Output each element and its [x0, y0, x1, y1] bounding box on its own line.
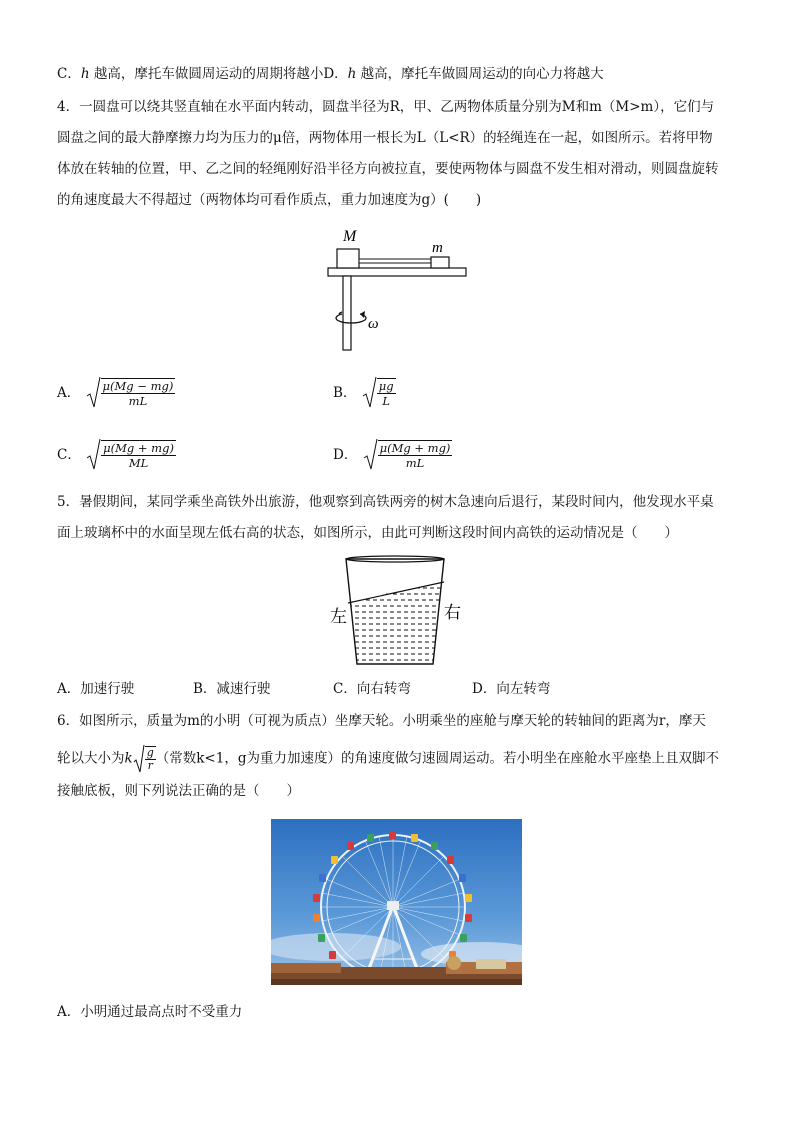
q4-text-line-2: 圆盘之间的最大静摩擦力均为压力的μ倍，两物体用一根长为L（L<R）的轻绳连在一起，如图所示。若将甲物 — [57, 130, 713, 146]
q4-option-d — [333, 438, 452, 472]
sqrt-symbol-icon — [133, 744, 145, 774]
q3-option-d-text: 越高，摩托车做圆周运动的向心力将越大 — [356, 66, 604, 82]
ferris-wheel-photo — [271, 819, 522, 985]
q4-option-c-label: C． — [57, 447, 81, 463]
q4-option-c-fraction: $\frac{\mu(Mg + mg)}{ML}$ — [103, 441, 174, 470]
q4-option-a-label: A． — [57, 385, 81, 401]
q4-option-b-fraction: $\frac{\mu g}{L}$ — [378, 379, 394, 408]
q3-option-cd-row — [57, 64, 604, 84]
q4-text-line-3: 体放在转轴的位置，甲、乙之间的轻绳刚好沿半径方向被拉直，要使两物体与圆盘不发生相对滑动，则圆盘旋转 — [57, 161, 719, 177]
q5-figure-label-right: 右 — [444, 603, 461, 623]
q4-option-c — [57, 438, 176, 472]
q5-option-b: B．减速行驶 — [193, 681, 271, 697]
q4-option-b-label: B． — [333, 385, 357, 401]
q6-constant-k: k — [124, 750, 133, 767]
q4-text-line-1: 4．一圆盘可以绕其竖直轴在水平面内转动，圆盘半径为R，甲、乙两物体质量分别为M和m（M>m），它们与 — [57, 99, 715, 115]
q5-text-line-1: 5．暑假期间，某同学乘坐高铁外出旅游，他观察到高铁两旁的树木急速向后退行，某段时间内，他发现水平桌 — [57, 494, 714, 510]
q5-option-d: D．向左转弯 — [472, 681, 551, 697]
q5-text-line-2: 面上玻璃杯中的水面呈现左低右高的状态，如图所示，由此可判断这段时间内高铁的运动情况是（ ） — [57, 525, 678, 541]
q4-text-line-4: 的角速度最大不得超过（两物体均可看作质点，重力加速度为g）( ) — [57, 192, 482, 208]
q5-option-a: A．加速行驶 — [57, 681, 135, 697]
q5-option-c: C．向右转弯 — [333, 681, 411, 697]
q3-option-c-var: h — [80, 66, 90, 82]
q4-figure-label-M: M — [343, 228, 357, 245]
q5-figure-label-left: 左 — [330, 607, 347, 627]
q3-option-c-label: C． — [57, 66, 81, 82]
q4-figure-label-m: m — [432, 240, 443, 256]
q4-option-d-label: D． — [333, 447, 358, 463]
q4-option-b — [333, 376, 396, 410]
sqrt-symbol-icon — [85, 438, 101, 472]
q3-option-d-label: D． — [323, 66, 348, 82]
q4-option-a-fraction: $\frac{\mu(Mg - mg)}{mL}$ — [102, 379, 174, 408]
q4-figure-label-omega: ω — [368, 316, 379, 332]
sqrt-symbol-icon — [85, 376, 101, 410]
q6-text-line-3: 接触底板，则下列说法正确的是（ ） — [57, 783, 300, 799]
q6-omega-fraction: $\frac{g}{r}$ — [146, 746, 154, 772]
q6-text-line-2: 轮以大小为k $\frac{g}{r}$ （常数k<1，g为重力加速度）的角速度做匀速圆周运动。若小明坐在座舱水平座垫上且双脚不 — [57, 746, 719, 772]
q6-text-line-1: 6．如图所示，质量为m的小明（可视为质点）坐摩天轮。小明乘坐的座舱与摩天轮的转轴间的距离为r，摩天 — [57, 713, 706, 729]
q3-option-c-text: 越高，摩托车做圆周运动的周期将越小 — [89, 66, 324, 82]
q4-option-d-fraction: $\frac{\mu(Mg + mg)}{mL}$ — [379, 441, 451, 470]
q3-option-d-var: h — [347, 66, 357, 82]
q4-option-a — [57, 376, 175, 410]
q5-cup-figure — [326, 554, 476, 672]
q4-turntable-figure — [320, 222, 480, 354]
sqrt-symbol-icon — [361, 376, 377, 410]
q6-option-a: A．小明通过最高点时不受重力 — [57, 1004, 243, 1020]
sqrt-symbol-icon — [362, 438, 378, 472]
